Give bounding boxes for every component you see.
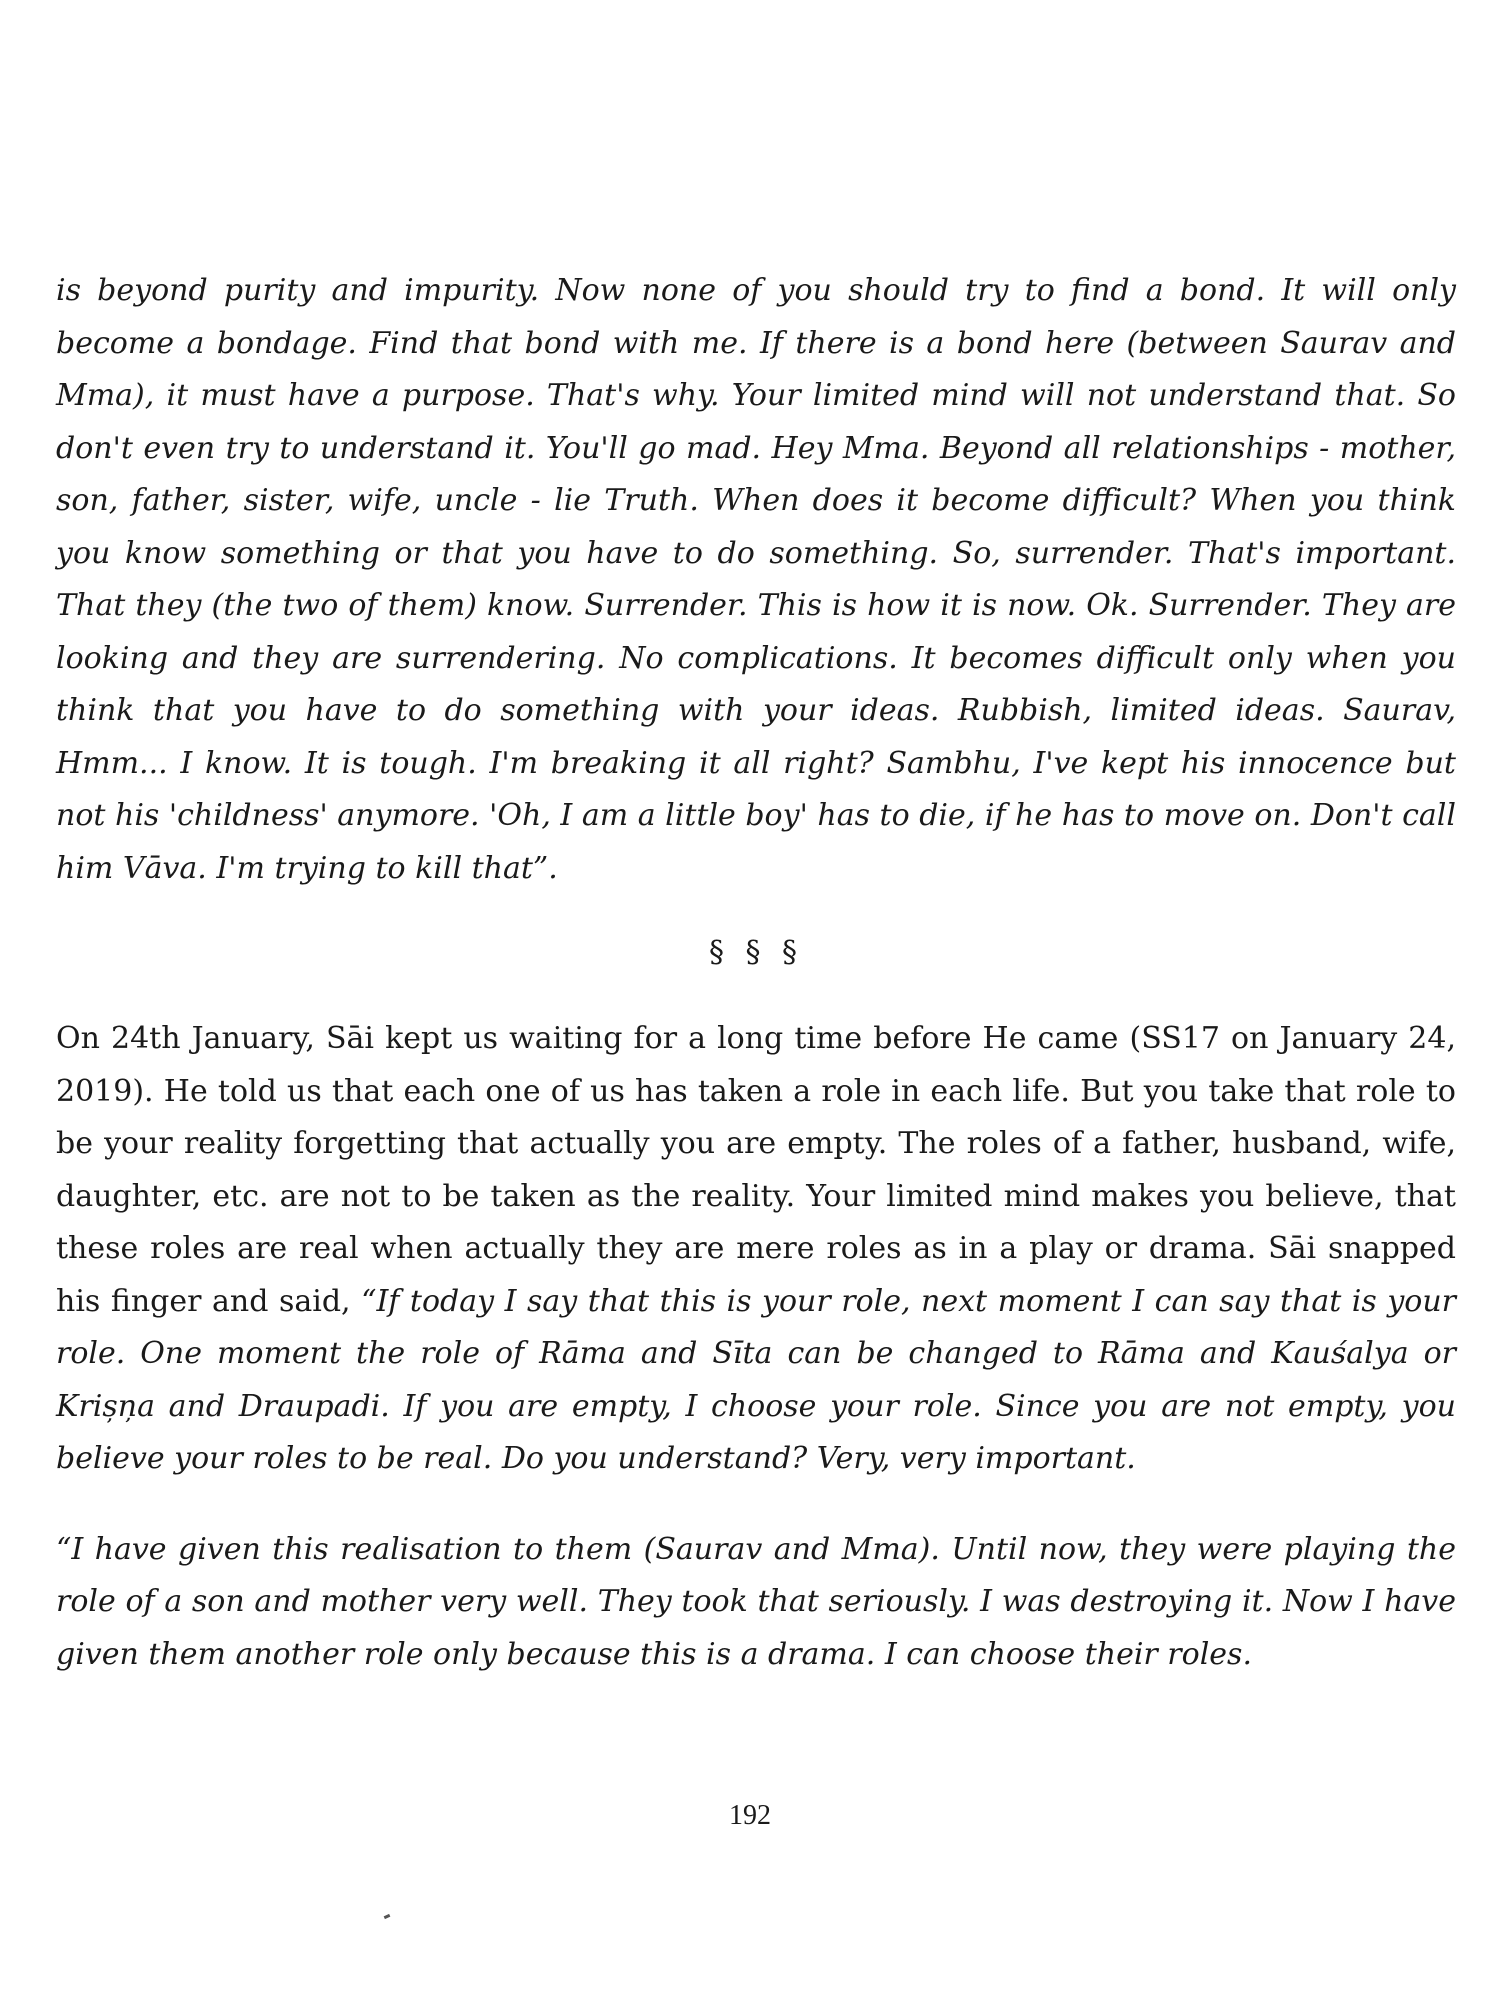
paragraph-2-narration: On 24th January, Sāi kept us waiting for a long time before He came (SS17 on January 24, 2019). He told us that each one of us has taken a role in each life. But you take that role to be your reality forgetting that actually you are empty. The roles of a father, husband, wife, daughter, etc. are not to be taken as the reality. Your limited mind makes you believe, that these roles are real when actually they are mere roles as in a play or drama. Sāi snapped his finger and said, (56, 1021, 1456, 1319)
page-number: 192 (729, 1800, 771, 1831)
paragraph-2 (56, 1013, 1456, 1486)
scan-speck (384, 1914, 391, 1919)
paragraph-1: is beyond purity and impurity. Now none of you should try to find a bond. It will only become a bondage. Find that bond with me. If there is a bond here (between Saurav and Mma), it must have a purpose. That's why. Your limited mind will not understand that. So don't even try to understand it. You'll go mad. Hey Mma. Beyond all relationships - mother, son, father, sister, wife, uncle - lie Truth. When does it become difficult? When you think you know something or that you have to do something. So, surrender. That's important. That they (the two of them) know. Surrender. This is how it is now. Ok. Surrender. They are looking and they are surrendering. No complications. It becomes difficult only when you think that you have to do something with your ideas. Rubbish, limited ideas. Saurav, Hmm... I know. It is tough. I'm breaking it all right? Sambhu, I've kept his innocence but not his 'childness' anymore. 'Oh, I am a little boy' has to die, if he has to move on. Don't call him Vāva. I'm trying to kill that”. (56, 273, 1456, 886)
paragraph-2-quote: “If today I say that this is your role, next moment I can say that is your role. One moment the role of Rāma and Sīta can be changed to Rāma and Kauśalya or Krișņa and Draupadi. If you are empty, I choose your role. Since you are not empty, you believe your roles to be real. Do you understand? Very, very important. (56, 1283, 1456, 1476)
section-separator: § § § (708, 935, 804, 970)
paragraph-3: “I have given this realisation to them (Saurav and Mma). Until now, they were playing the role of a son and mother very well. They took that seriously. I was destroying it. Now I have given them another role only because this is a drama. I can choose their roles. (56, 1531, 1456, 1672)
page-body (56, 265, 1456, 1681)
